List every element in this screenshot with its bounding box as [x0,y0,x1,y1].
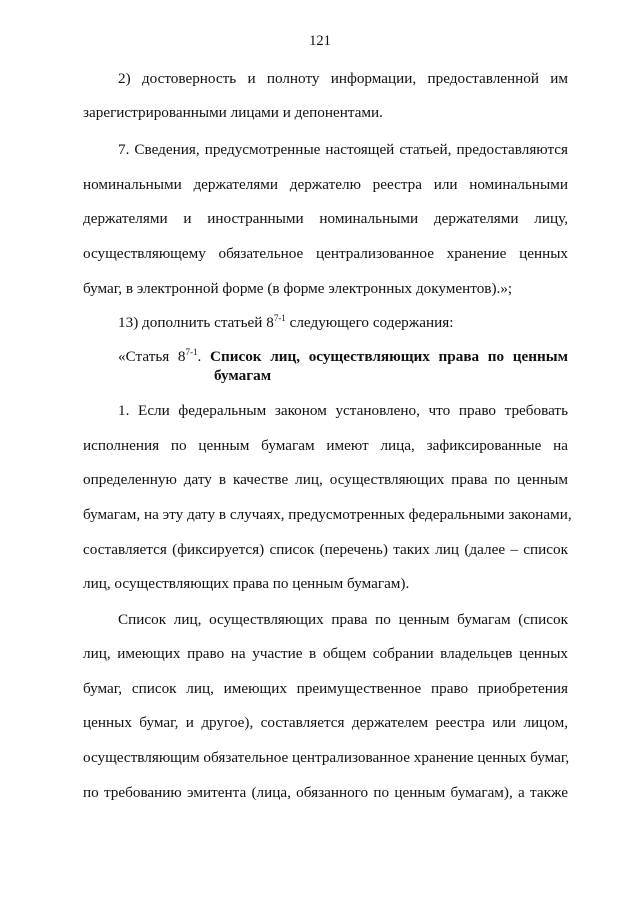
text-line: 2) достоверность и полноту информации, предоставленной им [118,70,568,87]
amendment-line [118,313,568,333]
text-line: зарегистрированными лицами и депонентами. [83,104,383,121]
page-number: 121 [309,33,331,49]
text-line: по требованию эмитента (лица, обязанного по ценным бумагам), а также [83,784,568,801]
text-line: бумаг, список лиц, имеющих преимущественное право приобретения [83,680,568,697]
amendment-sup: 7-1 [273,313,286,323]
amendment-prefix: 13) дополнить статьей 8 [118,314,274,331]
text-line: составляется (фиксируется) список (перечень) таких лиц (далее – список [83,541,568,558]
text-line: держателями и иностранными номинальными держателями лицу, [83,210,568,227]
article-dot: . [197,348,210,365]
text-line: осуществляющим обязательное централизованное хранение ценных бумаг, [83,749,570,766]
text-line: номинальными держателями держателю реестра или номинальными [83,176,568,193]
text-line: Список лиц, осуществляющих права по ценным бумагам (список [118,611,568,628]
article-prefix: «Статья 8 [118,348,186,365]
article-sup: 7-1 [185,347,198,357]
text-line: определенную дату в качестве лиц, осуществляющих права по ценным [83,471,568,488]
article-heading [118,347,568,367]
text-line: исполнения по ценным бумагам имеют лица, зафиксированные на [83,437,568,454]
article-title: Список лиц, осуществляющих права по ценным [209,348,568,365]
amendment-suffix: следующего содержания: [285,314,454,331]
text-line: ценных бумаг, и другое), составляется держателем реестра или лицом, [83,714,568,731]
text-line: 1. Если федеральным законом установлено, что право требовать [118,402,568,419]
article-title-cont: бумагам [214,367,272,384]
text-line: бумаг, в электронной форме (в форме электронных документов).»; [83,280,513,297]
text-line: лиц, имеющих право на участие в общем собрании владельцев ценных [83,645,568,662]
text-line: лиц, осуществляющих права по ценным бумагам). [83,575,410,592]
text-line: бумагам, на эту дату в случаях, предусмотренных федеральными законами, [83,506,572,523]
text-line: 7. Сведения, предусмотренные настоящей статьей, предоставляются [118,141,568,158]
text-line: осуществляющему обязательное централизованное хранение ценных [83,245,568,262]
